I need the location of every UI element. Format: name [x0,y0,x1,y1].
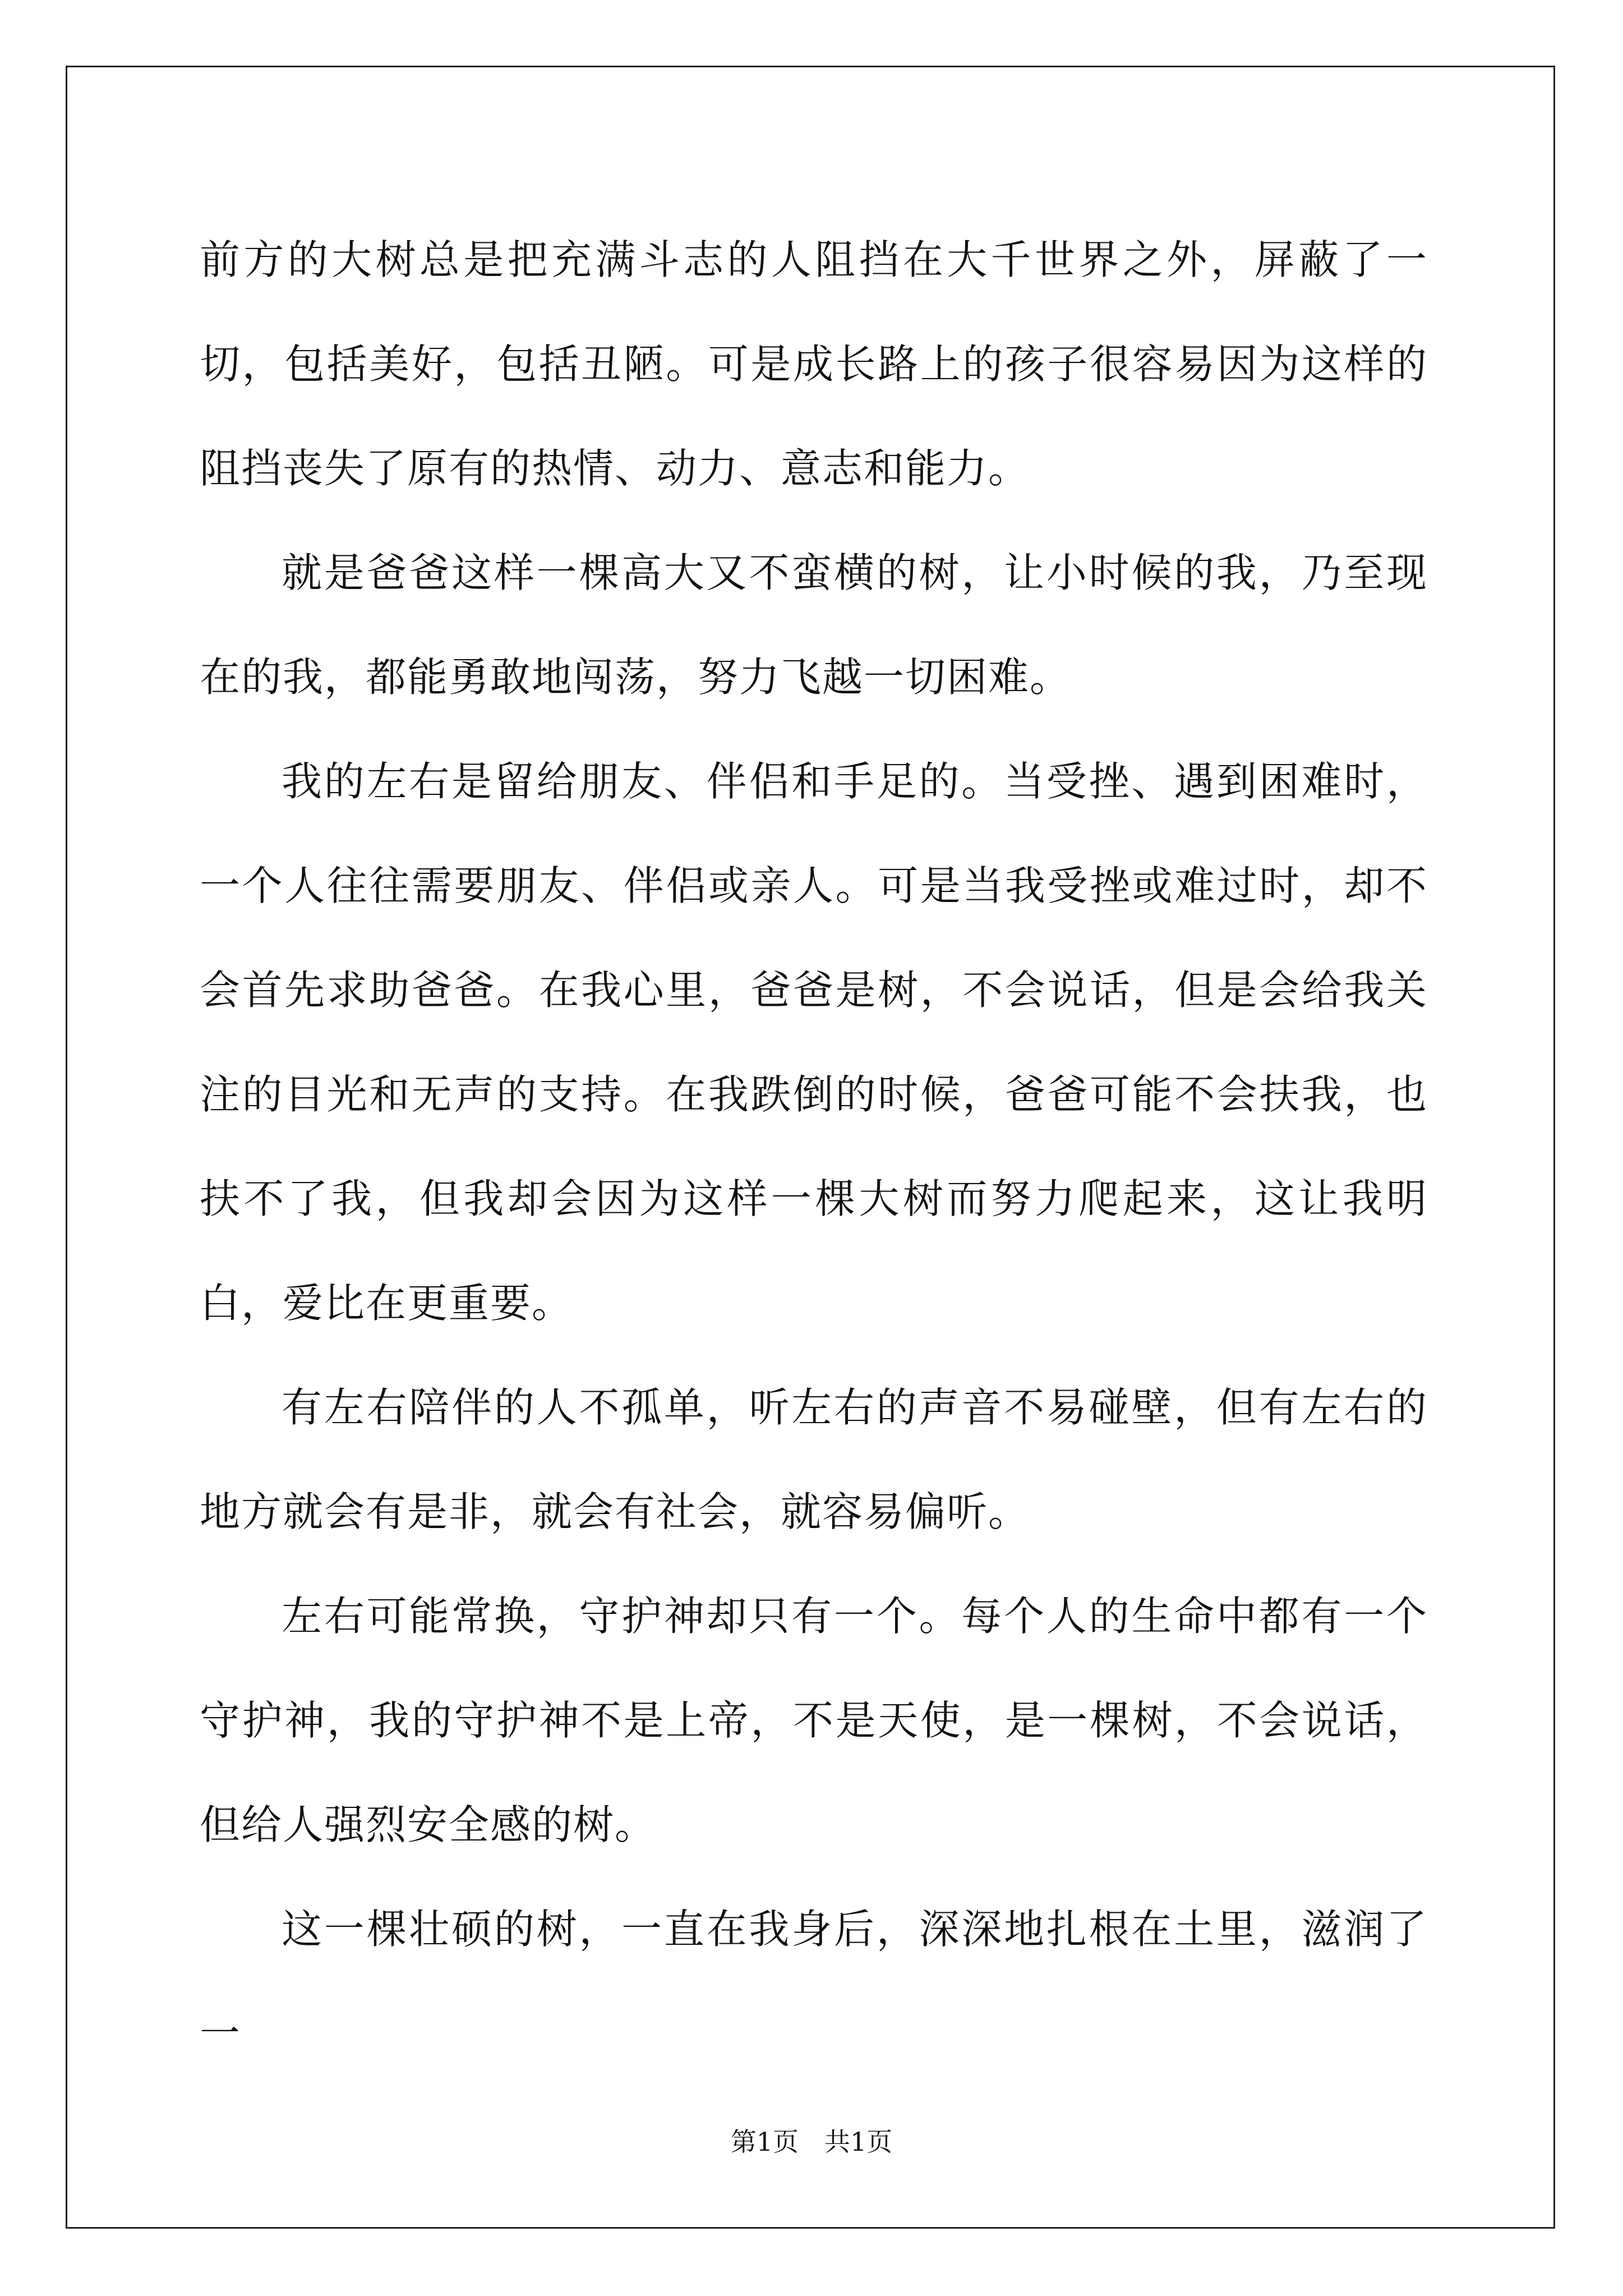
paragraph-4: 有左右陪伴的人不孤单，听左右的声音不易碰壁，但有左右的地方就会有是非，就会有社会，就容易偏听。 [200,1384,1428,1535]
paragraph-5: 左右可能常换，守护神却只有一个。每个人的生命中都有一个守护神，我的守护神不是上帝，不是天使，是一棵树，不会说话，但给人强烈安全感的树。 [200,1593,1428,1848]
document-body [200,208,1428,2086]
paragraph-3: 我的左右是留给朋友、伴侣和手足的。当受挫、遇到困难时，一个人往往需要朋友、伴侣或亲人。可是当我受挫或难过时，却不会首先求助爸爸。在我心里，爸爸是树，不会说话，但是会给我关注的目光和无声的支持。在我跌倒的时候，爸爸可能不会扶我，也扶不了我，但我却会因为这样一棵大树而努力爬起来，这让我明白，爱比在更重要。 [200,758,1428,1327]
page-number: 第1页 共1页 [730,2127,893,2157]
paragraph-1: 前方的大树总是把充满斗志的人阻挡在大千世界之外，屏蔽了一切，包括美好，包括丑陋。可是成长路上的孩子很容易因为这样的阻挡丧失了原有的热情、动力、意志和能力。 [200,236,1428,492]
paragraph-2: 就是爸爸这样一棵高大又不蛮横的树，让小时候的我，乃至现在的我，都能勇敢地闯荡，努力飞越一切困难。 [200,549,1428,701]
paragraph-6: 这一棵壮硕的树，一直在我身后，深深地扎根在土里，滋润了一 [200,1906,1428,2057]
